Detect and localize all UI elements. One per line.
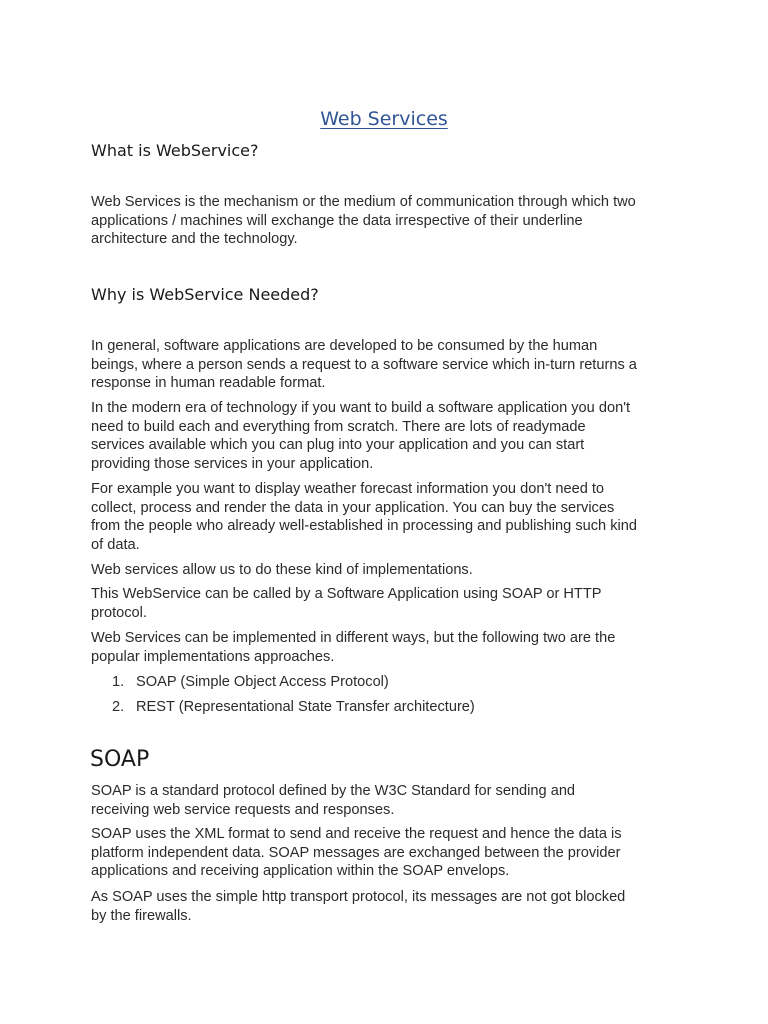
paragraph: In the modern era of technology if you want to build a software application you don't need to build each and everything from scratch. There are lots of readymade services available which you can plug into your application and you can start providing those services in your application.: [91, 400, 631, 472]
document-title: Web Services: [320, 108, 448, 130]
list-item: [91, 698, 475, 723]
paragraph: Web Services is the mechanism or the medium of communication through which two applications / machines will exchange the data irrespective of their underline architecture and the technology.: [91, 194, 636, 248]
section-heading-what-is-webservice: What is WebService?: [91, 141, 259, 160]
paragraph: Web Services can be implemented in different ways, but the following two are the popular implementations approaches.: [91, 630, 616, 665]
list-item-text: REST (Representational State Transfer architecture): [136, 699, 475, 715]
paragraph: This WebService can be called by a Software Application using SOAP or HTTP protocol.: [91, 586, 602, 621]
list-item: [91, 673, 475, 698]
paragraph: In general, software applications are developed to be consumed by the human beings, where a person sends a request to a software service which in-turn returns a response in human readable format.: [91, 338, 637, 392]
section-heading-soap: SOAP: [90, 747, 150, 772]
list-item-text: SOAP (Simple Object Access Protocol): [136, 674, 389, 690]
section-heading-why-needed: Why is WebService Needed?: [91, 285, 319, 304]
paragraph: For example you want to display weather forecast information you don't need to collect, process and render the data in your application. You can buy the services from the people who already well-established in processing and publishing such kind of data.: [91, 481, 637, 553]
paragraph: As SOAP uses the simple http transport protocol, its messages are not got blocked by the firewalls.: [91, 889, 626, 924]
paragraph: Web services allow us to do these kind of implementations.: [91, 562, 473, 578]
paragraph: SOAP is a standard protocol defined by the W3C Standard for sending and receiving web service requests and responses.: [91, 783, 576, 818]
paragraph: SOAP uses the XML format to send and receive the request and hence the data is platform independent data. SOAP messages are exchanged between the provider applications and receiving application within the SOAP envelops.: [91, 826, 622, 880]
implementation-list: [91, 673, 475, 723]
list-item-number: 2.: [112, 699, 125, 715]
list-item-number: 1.: [112, 674, 125, 690]
